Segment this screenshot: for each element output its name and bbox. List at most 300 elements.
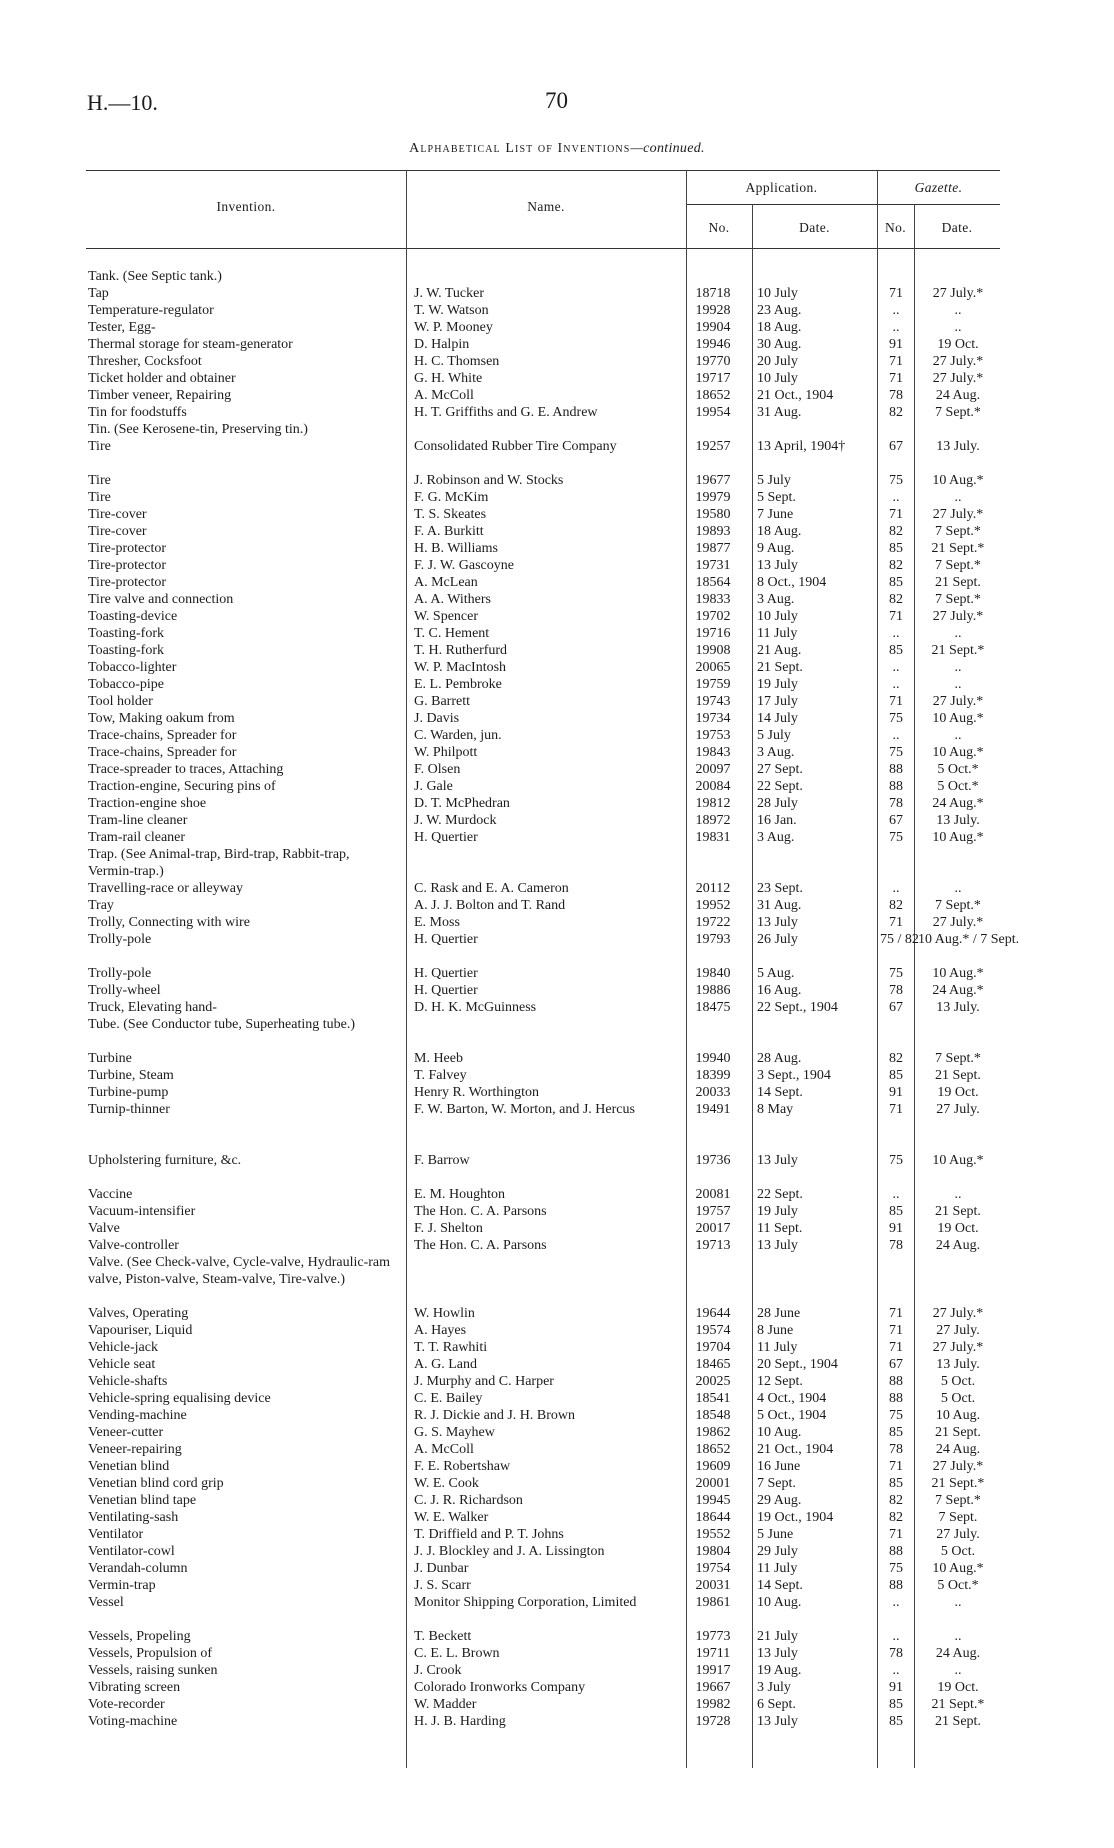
application-date-cell: 3 Sept., 1904 (757, 1068, 831, 1083)
gazette-number-cell: 75 (889, 1153, 903, 1168)
gazette-number-cell: 75 / 82 (880, 932, 919, 947)
table-row (0, 1322, 1114, 1339)
invention-cell: Voting-machine (88, 1714, 178, 1729)
invention-cell: Turbine (88, 1051, 132, 1066)
gazette-date-cell: 7 Sept.* (935, 1493, 981, 1508)
application-number-cell: 19804 (695, 1544, 731, 1559)
table-row (0, 1220, 1114, 1237)
header-invention: Invention. (216, 199, 276, 214)
table-row (0, 965, 1114, 982)
header-gazette-no: No. (884, 220, 907, 235)
gazette-date-cell: 27 July. (936, 1323, 980, 1338)
gazette-date-cell: .. (954, 1595, 962, 1610)
name-cell: C. E. Bailey (414, 1391, 483, 1406)
table-row (0, 982, 1114, 999)
gazette-number-cell: .. (892, 1595, 900, 1610)
table-row (0, 336, 1114, 353)
invention-cell: Traction-engine shoe (88, 796, 207, 811)
gazette-date-cell: 24 Aug. (935, 1238, 981, 1253)
application-number-cell: 18652 (695, 388, 731, 403)
invention-cell: Turbine, Steam (88, 1068, 174, 1083)
gazette-date-cell: 10 Aug.* (932, 745, 984, 760)
gazette-number-cell: 67 (889, 439, 903, 454)
application-date-cell: 3 July (757, 1680, 791, 1695)
invention-cell: Trolly-pole (88, 932, 152, 947)
application-number-cell: 20033 (695, 1085, 731, 1100)
header-gazette-date: Date. (941, 220, 973, 235)
gazette-number-cell: 67 (889, 1000, 903, 1015)
gazette-date-cell: 19 Oct. (937, 337, 979, 352)
application-date-cell: 21 Oct., 1904 (757, 388, 834, 403)
name-cell: F. W. Barton, W. Morton, and J. Hercus (414, 1102, 635, 1117)
gazette-number-cell: 78 (889, 1238, 903, 1253)
gazette-number-cell: 82 (889, 405, 903, 420)
name-cell: D. Halpin (414, 337, 470, 352)
table-row (0, 710, 1114, 727)
gazette-date-cell: 5 Oct.* (937, 779, 979, 794)
table-row (0, 608, 1114, 625)
application-number-cell: 19862 (695, 1425, 731, 1440)
application-date-cell: 3 Aug. (757, 745, 795, 760)
invention-cell: Tray (88, 898, 114, 913)
application-number-cell: 19713 (695, 1238, 731, 1253)
invention-cell: Venetian blind tape (88, 1493, 197, 1508)
table-row (0, 1458, 1114, 1475)
table-row (0, 268, 1114, 285)
invention-cell: Valve (88, 1221, 120, 1236)
table-row (0, 557, 1114, 574)
invention-cell: Temperature-regulator (88, 303, 214, 318)
application-date-cell: 21 Sept. (757, 660, 803, 675)
invention-cell: Valve-controller (88, 1238, 179, 1253)
name-cell: F. Barrow (414, 1153, 470, 1168)
application-date-cell: 13 July (757, 1646, 798, 1661)
gazette-date-cell: 24 Aug. (935, 1646, 981, 1661)
gazette-date-cell: 7 Sept.* (935, 898, 981, 913)
invention-cell: Thermal storage for steam-generator (88, 337, 293, 352)
gazette-date-cell: 21 Sept.* (931, 541, 985, 556)
gazette-date-cell: 7 Sept.* (935, 558, 981, 573)
application-date-cell: 19 July (757, 677, 798, 692)
name-cell: W. Madder (414, 1697, 477, 1712)
gazette-number-cell: 82 (889, 898, 903, 913)
invention-cell: Trace-chains, Spreader for (88, 745, 237, 760)
gazette-date-cell: 21 Sept. (935, 1425, 981, 1440)
application-number-cell: 19644 (695, 1306, 731, 1321)
application-date-cell: 5 July (757, 728, 791, 743)
invention-cell: Tobacco-pipe (88, 677, 164, 692)
application-date-cell: 19 Aug. (757, 1663, 802, 1678)
gazette-date-cell: 7 Sept.* (935, 1051, 981, 1066)
page-reference: H.—10. (87, 90, 158, 115)
application-date-cell: 18 Aug. (757, 524, 802, 539)
application-date-cell: 10 July (757, 609, 798, 624)
gazette-number-cell: 71 (889, 1340, 903, 1355)
gazette-number-cell: 85 (889, 541, 903, 556)
gazette-number-cell: 85 (889, 1476, 903, 1491)
gazette-number-cell: 75 (889, 966, 903, 981)
application-number-cell: 19940 (695, 1051, 731, 1066)
name-cell: H. Quertier (414, 983, 478, 998)
application-date-cell: 18 Aug. (757, 320, 802, 335)
application-date-cell: 11 July (757, 1561, 798, 1576)
invention-cell: Tool holder (88, 694, 153, 709)
gazette-number-cell: 75 (889, 1561, 903, 1576)
application-date-cell: 31 Aug. (757, 405, 802, 420)
application-date-cell: 23 Sept. (757, 881, 803, 896)
gazette-date-cell: .. (954, 320, 962, 335)
name-cell: H. T. Griffiths and G. E. Andrew (414, 405, 598, 420)
name-cell: W. Spencer (414, 609, 479, 624)
gazette-number-cell: 82 (889, 1510, 903, 1525)
gazette-number-cell: 71 (889, 1306, 903, 1321)
table-row (0, 693, 1114, 710)
invention-cell: Travelling-race or alleyway (88, 881, 243, 896)
name-cell: G. H. White (414, 371, 483, 386)
table-row (0, 421, 1114, 438)
application-date-cell: 13 July (757, 1153, 798, 1168)
invention-cell: Trace-chains, Spreader for (88, 728, 237, 743)
invention-cell: Valves, Operating (88, 1306, 189, 1321)
gazette-date-cell: 27 July.* (932, 1340, 984, 1355)
table-row (0, 1050, 1114, 1067)
table-row (0, 387, 1114, 404)
gazette-number-cell: 67 (889, 813, 903, 828)
name-cell: F. Olsen (414, 762, 461, 777)
table-row (0, 1067, 1114, 1084)
application-date-cell: 3 Aug. (757, 592, 795, 607)
application-date-cell: 10 July (757, 371, 798, 386)
gazette-date-cell: 24 Aug. (935, 388, 981, 403)
gazette-date-cell: .. (954, 728, 962, 743)
gazette-number-cell: 85 (889, 1204, 903, 1219)
application-number-cell: 18399 (695, 1068, 731, 1083)
table-row (0, 1543, 1114, 1560)
application-number-cell: 19946 (695, 337, 731, 352)
invention-cell: Tire (88, 490, 111, 505)
application-number-cell: 19743 (695, 694, 731, 709)
application-number-cell: 19753 (695, 728, 731, 743)
gazette-date-cell: 21 Sept. (935, 1068, 981, 1083)
application-number-cell: 18972 (695, 813, 731, 828)
application-number-cell: 19812 (695, 796, 731, 811)
gazette-number-cell: 91 (889, 1221, 903, 1236)
application-number-cell: 19793 (695, 932, 731, 947)
application-date-cell: 5 Oct., 1904 (757, 1408, 827, 1423)
gazette-date-cell: .. (954, 626, 962, 641)
table-row (0, 1424, 1114, 1441)
name-cell: Colorado Ironworks Company (414, 1680, 586, 1695)
table-row (0, 1305, 1114, 1322)
table-row (0, 1152, 1114, 1169)
table-row (0, 897, 1114, 914)
invention-cell: Timber veneer, Repairing (88, 388, 232, 403)
invention-cell: Vessels, Propeling (88, 1629, 191, 1644)
table-row (0, 914, 1114, 931)
application-date-cell: 11 July (757, 1340, 798, 1355)
name-cell: C. Rask and E. A. Cameron (414, 881, 569, 896)
application-number-cell: 19736 (695, 1153, 731, 1168)
invention-cell: Trace-spreader to traces, Attaching (88, 762, 284, 777)
invention-cell: Tire (88, 473, 111, 488)
application-number-cell: 19677 (695, 473, 731, 488)
name-cell: W. P. Mooney (414, 320, 493, 335)
table-row (0, 999, 1114, 1016)
table-row (0, 727, 1114, 744)
application-date-cell: 14 July (757, 711, 798, 726)
gazette-date-cell: .. (954, 1663, 962, 1678)
table-row (0, 880, 1114, 897)
name-cell: C. Warden, jun. (414, 728, 502, 743)
name-cell: J. W. Tucker (414, 286, 485, 301)
gazette-number-cell: 71 (889, 915, 903, 930)
invention-cell: Trolly, Connecting with wire (88, 915, 250, 930)
invention-cell: Tire-protector (88, 575, 167, 590)
table-row (0, 676, 1114, 693)
application-date-cell: 31 Aug. (757, 898, 802, 913)
application-number-cell: 19257 (695, 439, 731, 454)
gazette-date-cell: 27 July.* (932, 354, 984, 369)
application-date-cell: 5 July (757, 473, 791, 488)
name-cell: Henry R. Worthington (414, 1085, 539, 1100)
invention-cell: Toasting-fork (88, 626, 165, 641)
name-cell: J. Crook (414, 1663, 462, 1678)
gazette-number-cell: 71 (889, 286, 903, 301)
invention-cell: Vote-recorder (88, 1697, 165, 1712)
table-row (0, 1390, 1114, 1407)
header-app-date: Date. (799, 220, 830, 235)
name-cell: The Hon. C. A. Parsons (414, 1204, 547, 1219)
application-number-cell: 19552 (695, 1527, 731, 1542)
invention-cell: Tow, Making oakum from (88, 711, 235, 726)
application-number-cell: 19704 (695, 1340, 731, 1355)
application-number-cell: 19667 (695, 1680, 731, 1695)
application-date-cell: 5 Aug. (757, 966, 795, 981)
application-date-cell: 4 Oct., 1904 (757, 1391, 827, 1406)
application-date-cell: 23 Aug. (757, 303, 802, 318)
application-number-cell: 18644 (695, 1510, 731, 1525)
gazette-date-cell: 7 Sept.* (935, 592, 981, 607)
application-date-cell: 22 Sept. (757, 1187, 803, 1202)
gazette-number-cell: 85 (889, 575, 903, 590)
application-number-cell: 19716 (695, 626, 731, 641)
name-cell: F. J. W. Gascoyne (414, 558, 514, 573)
gazette-number-cell: .. (892, 1663, 900, 1678)
application-number-cell: 19917 (695, 1663, 731, 1678)
table-row (0, 574, 1114, 591)
application-number-cell: 18718 (695, 286, 731, 301)
application-number-cell: 19770 (695, 354, 731, 369)
table-row (0, 744, 1114, 761)
gazette-number-cell: 78 (889, 1442, 903, 1457)
invention-cell: Tire-cover (88, 507, 147, 522)
application-date-cell: 16 Jan. (757, 813, 797, 828)
invention-cell: Upholstering furniture, &c. (88, 1153, 242, 1168)
gazette-number-cell: 71 (889, 371, 903, 386)
gazette-date-cell: 27 July.* (932, 286, 984, 301)
table-row (0, 1662, 1114, 1679)
table-row (0, 1492, 1114, 1509)
gazette-number-cell: 85 (889, 1697, 903, 1712)
gazette-number-cell: 75 (889, 830, 903, 845)
invention-cell: Ticket holder and obtainer (88, 371, 236, 386)
gazette-date-cell: .. (954, 303, 962, 318)
application-number-cell: 19877 (695, 541, 731, 556)
gazette-date-cell: 27 July.* (932, 507, 984, 522)
gazette-date-cell: 24 Aug.* (932, 796, 984, 811)
application-number-cell: 19773 (695, 1629, 731, 1644)
gazette-number-cell: 82 (889, 558, 903, 573)
invention-cell: Trolly-pole (88, 966, 152, 981)
invention-cell: Vessels, raising sunken (88, 1663, 218, 1678)
application-number-cell: 19908 (695, 643, 731, 658)
table-row (0, 812, 1114, 829)
name-cell: T. C. Hement (414, 626, 490, 641)
name-cell: E. L. Pembroke (414, 677, 502, 692)
name-cell: E. Moss (414, 915, 460, 930)
gazette-number-cell: .. (892, 1629, 900, 1644)
invention-cell: Vermin-trap (88, 1578, 156, 1593)
gazette-date-cell: 21 Sept.* (931, 643, 985, 658)
gazette-number-cell: .. (892, 320, 900, 335)
application-number-cell: 20001 (695, 1476, 731, 1491)
application-number-cell: 20017 (695, 1221, 731, 1236)
application-number-cell: 19722 (695, 915, 731, 930)
gazette-number-cell: 71 (889, 1323, 903, 1338)
application-date-cell: 21 Aug. (757, 643, 802, 658)
gazette-number-cell: 91 (889, 337, 903, 352)
name-cell: A. McColl (414, 1442, 474, 1457)
gazette-date-cell: 27 July. (936, 1527, 980, 1542)
application-number-cell: 18541 (695, 1391, 731, 1406)
gazette-date-cell: 13 July. (936, 1357, 980, 1372)
application-date-cell: 11 Sept. (757, 1221, 803, 1236)
name-cell: The Hon. C. A. Parsons (414, 1238, 547, 1253)
name-cell: J. Gale (414, 779, 453, 794)
table-row (0, 1645, 1114, 1662)
application-date-cell: 10 Aug. (757, 1595, 802, 1610)
table-row (0, 540, 1114, 557)
application-number-cell: 19574 (695, 1323, 731, 1338)
gazette-number-cell: 71 (889, 507, 903, 522)
gazette-date-cell: 27 July.* (932, 1459, 984, 1474)
gazette-number-cell: .. (892, 1187, 900, 1202)
table-row (0, 931, 1114, 965)
name-cell: J. Robinson and W. Stocks (414, 473, 564, 488)
application-number-cell: 19580 (695, 507, 731, 522)
table-row (0, 1509, 1114, 1526)
application-date-cell: 22 Sept. (757, 779, 803, 794)
gazette-date-cell: 19 Oct. (937, 1221, 979, 1236)
gazette-date-cell: 27 July.* (932, 1306, 984, 1321)
invention-cell: Tram-line cleaner (88, 813, 188, 828)
application-date-cell: 10 Aug. (757, 1425, 802, 1440)
name-cell: T. Driffield and P. T. Johns (414, 1527, 564, 1542)
table-row (0, 1101, 1114, 1135)
gazette-date-cell: 19 Oct. (937, 1680, 979, 1695)
gazette-number-cell: 78 (889, 388, 903, 403)
gazette-number-cell: 85 (889, 643, 903, 658)
invention-cell: Vessel (88, 1595, 124, 1610)
name-cell: W. Howlin (414, 1306, 475, 1321)
invention-cell: Tin for foodstuffs (88, 405, 187, 420)
name-cell: A. McLean (414, 575, 478, 590)
gazette-number-cell: 88 (889, 779, 903, 794)
gazette-number-cell: 75 (889, 473, 903, 488)
application-date-cell: 22 Sept., 1904 (757, 1000, 838, 1015)
table-row (0, 761, 1114, 778)
application-number-cell: 19886 (695, 983, 731, 998)
table-row (0, 302, 1114, 319)
gazette-date-cell: 27 July.* (932, 915, 984, 930)
application-number-cell: 19893 (695, 524, 731, 539)
application-number-cell: 19711 (695, 1646, 731, 1661)
name-cell: H. J. B. Harding (414, 1714, 506, 1729)
name-cell: J. S. Scarr (414, 1578, 471, 1593)
table-row (0, 846, 1114, 880)
gazette-date-cell: 5 Oct. (940, 1544, 976, 1559)
table-row (0, 591, 1114, 608)
gazette-date-cell: 21 Sept. (935, 1204, 981, 1219)
invention-cell: Trap. (See Animal-trap, Bird-trap, Rabbit-trap, Vermin-trap.) (88, 847, 350, 879)
name-cell: A. G. Land (414, 1357, 477, 1372)
gazette-date-cell: 24 Aug.* (932, 983, 984, 998)
list-title-continued: —continued. (630, 141, 705, 156)
table-row (0, 1526, 1114, 1543)
gazette-date-cell: 27 July.* (932, 371, 984, 386)
application-date-cell: 12 Sept. (757, 1374, 803, 1389)
gazette-number-cell: 85 (889, 1425, 903, 1440)
application-number-cell: 19952 (695, 898, 731, 913)
gazette-date-cell: 10 Aug. (935, 1408, 981, 1423)
name-cell: H. C. Thomsen (414, 354, 500, 369)
gazette-date-cell: 7 Sept.* (935, 405, 981, 420)
application-date-cell: 14 Sept. (757, 1085, 803, 1100)
application-number-cell: 19982 (695, 1697, 731, 1712)
invention-cell: Tin. (See Kerosene-tin, Preserving tin.) (88, 422, 308, 437)
header-application: Application. (745, 180, 818, 195)
application-number-cell: 19928 (695, 303, 731, 318)
gazette-number-cell: 85 (889, 1068, 903, 1083)
gazette-number-cell: .. (892, 303, 900, 318)
table-row (0, 642, 1114, 659)
application-date-cell: 16 June (757, 1459, 801, 1474)
table-row (0, 795, 1114, 812)
name-cell: G. Barrett (414, 694, 470, 709)
gazette-number-cell: 91 (889, 1680, 903, 1695)
invention-cell: Thresher, Cocksfoot (88, 354, 202, 369)
name-cell: J. Davis (414, 711, 460, 726)
name-cell: F. A. Burkitt (414, 524, 484, 539)
gazette-date-cell: 7 Sept.* (935, 524, 981, 539)
gazette-date-cell: 5 Oct.* (937, 1578, 979, 1593)
table-row (0, 370, 1114, 387)
application-number-cell: 20081 (695, 1187, 731, 1202)
table-row (0, 1441, 1114, 1458)
name-cell: T. T. Rawhiti (414, 1340, 488, 1355)
table-row (0, 285, 1114, 302)
invention-cell: Turbine-pump (88, 1085, 169, 1100)
application-date-cell: 30 Aug. (757, 337, 802, 352)
gazette-number-cell: 67 (889, 1357, 903, 1372)
table-row (0, 1696, 1114, 1713)
application-date-cell: 28 June (757, 1306, 801, 1321)
gazette-date-cell: 5 Oct.* (937, 762, 979, 777)
gazette-number-cell: 75 (889, 1408, 903, 1423)
application-date-cell: 13 July (757, 1714, 798, 1729)
name-cell: T. H. Rutherfurd (414, 643, 508, 658)
gazette-number-cell: 82 (889, 1051, 903, 1066)
